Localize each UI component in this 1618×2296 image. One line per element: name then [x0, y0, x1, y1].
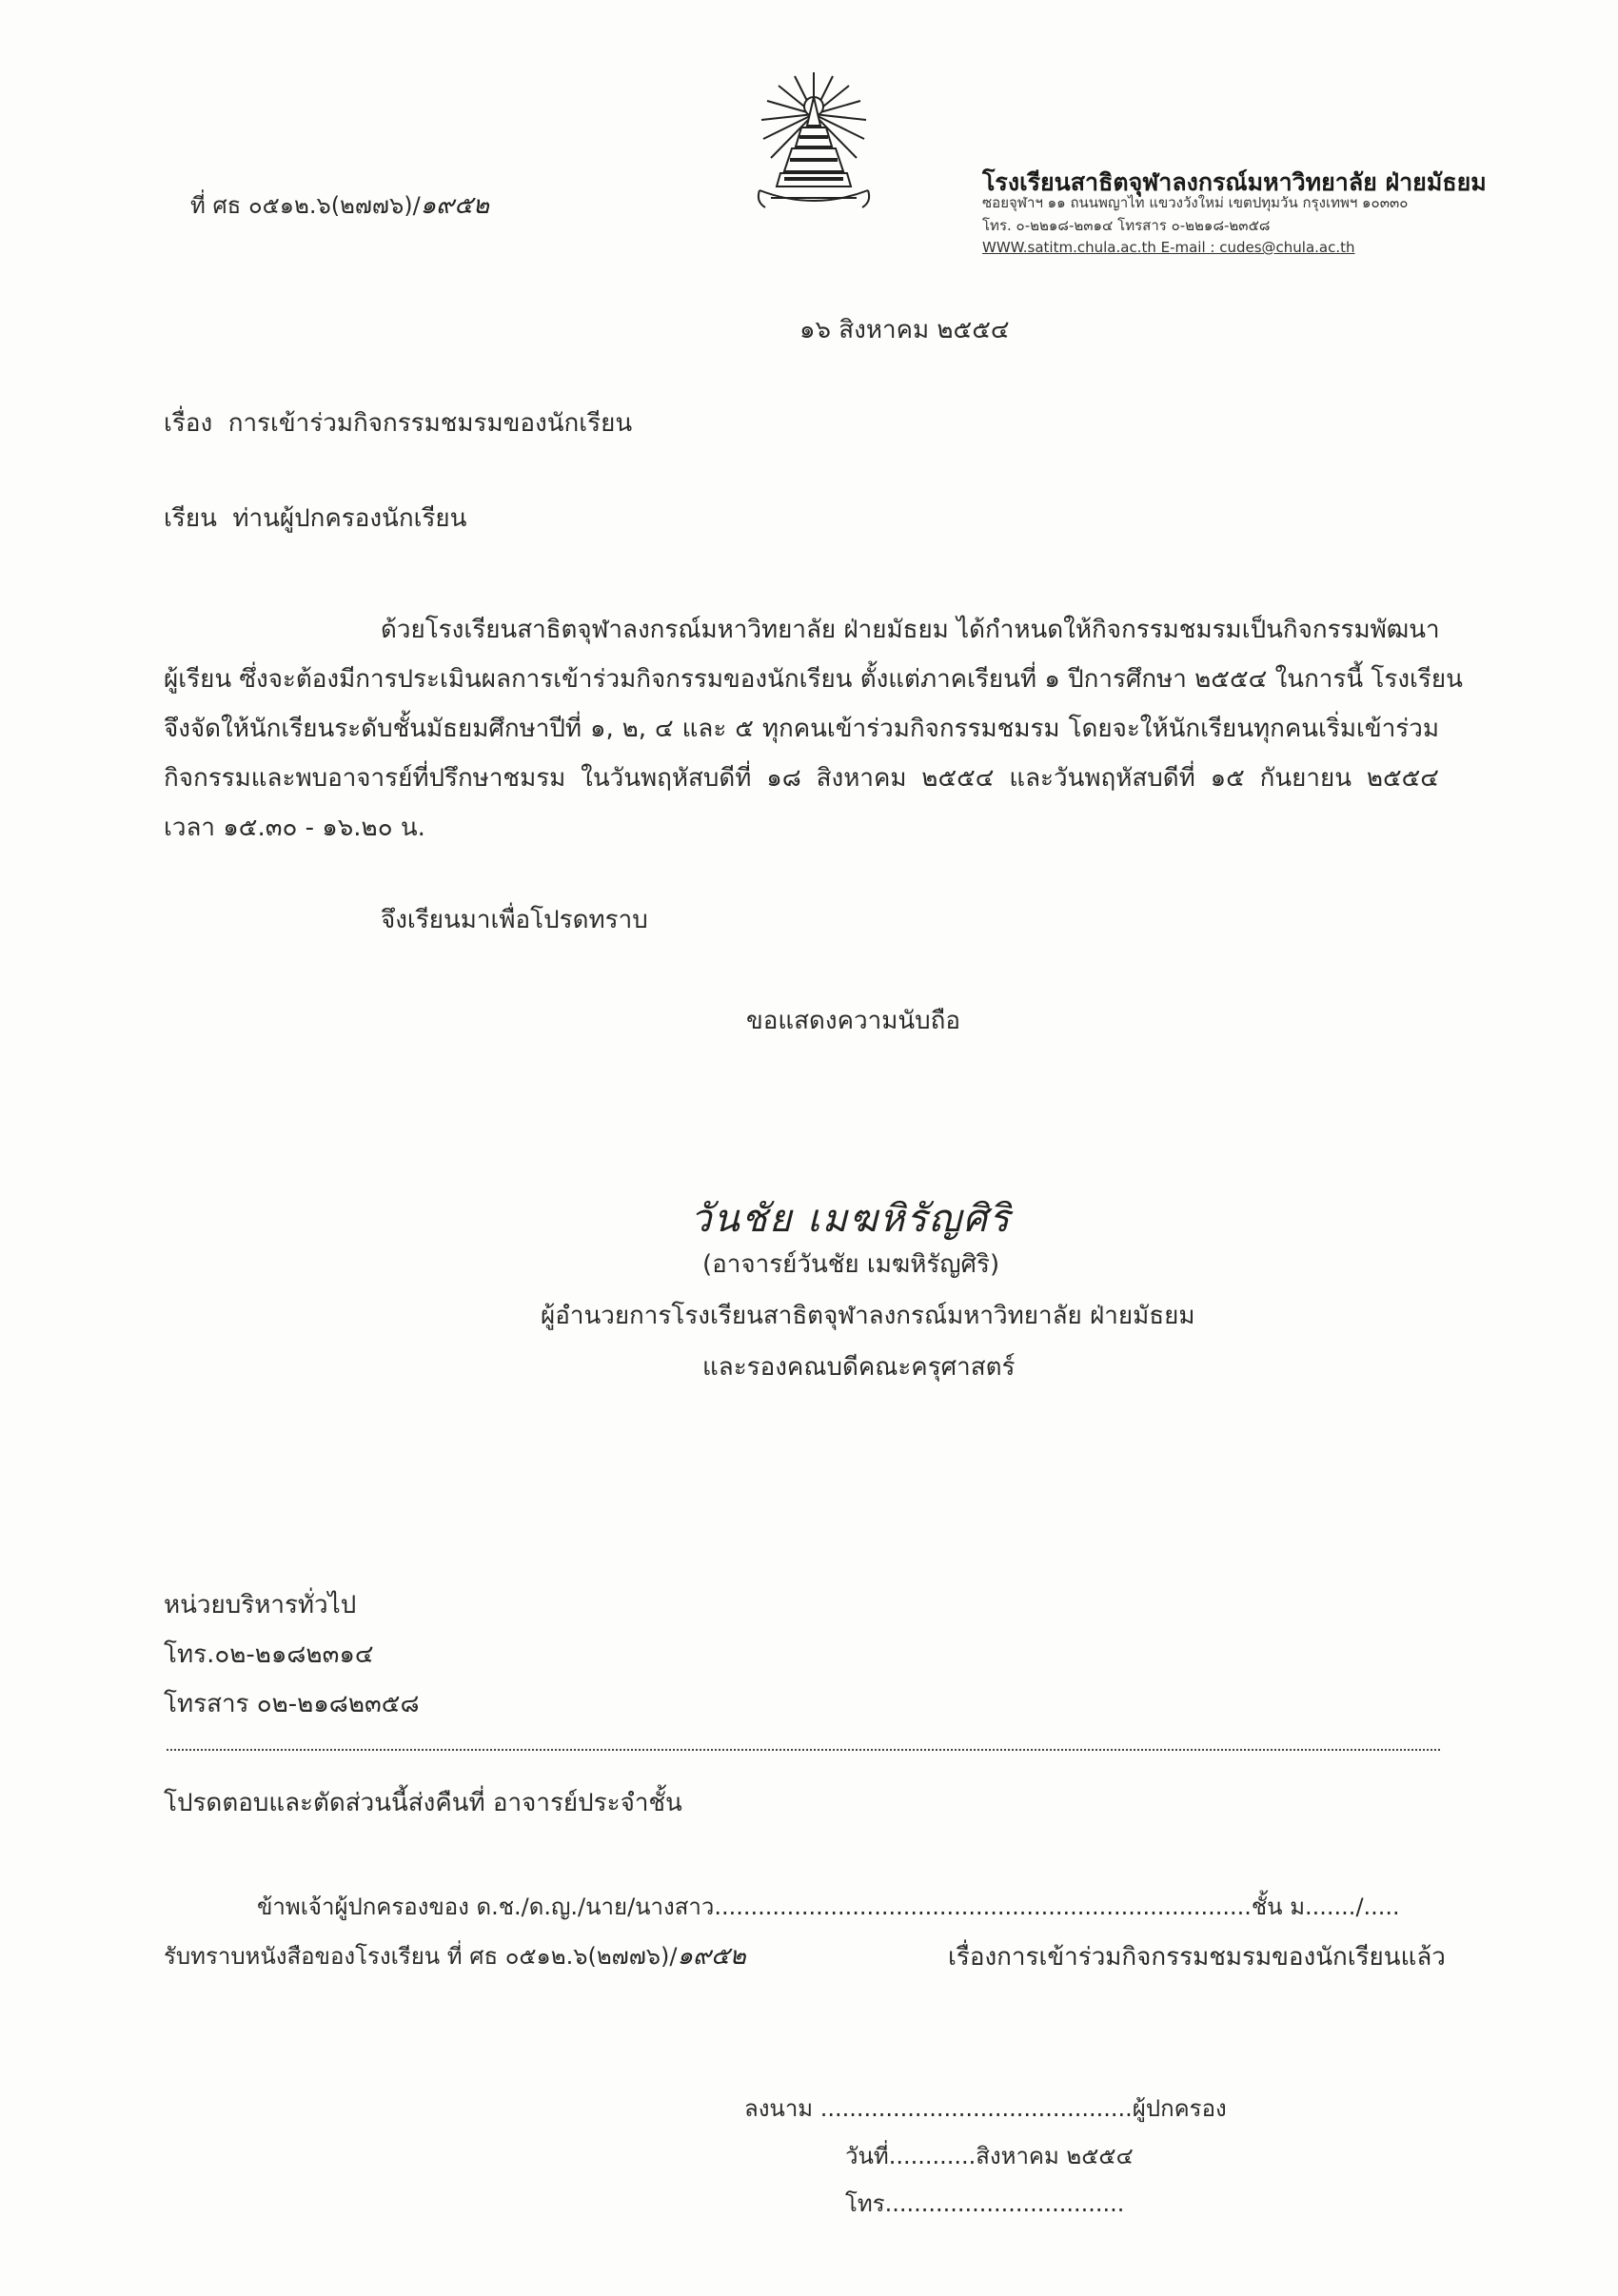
- body-line: กิจกรรมและพบอาจารย์ที่ปรึกษาชมรม ในวันพฤหัสบดีที่ ๑๘ สิงหาคม ๒๕๕๔ และวันพฤหัสบดีที่ ๑๕ กันยายน ๒๕๕๔: [164, 764, 1439, 793]
- reference-handwritten: ๑๙๕๒: [420, 191, 490, 220]
- reply-date-line: วันที่............สิงหาคม ๒๕๕๔: [845, 2143, 1134, 2169]
- signer-title-1: ผู้อำนวยการโรงเรียนสาธิตจุฬาลงกรณ์มหาวิทยาลัย ฝ่ายมัธยม: [541, 1302, 1195, 1330]
- subject-label: เรื่อง: [164, 409, 213, 438]
- school-name: โรงเรียนสาธิตจุฬาลงกรณ์มหาวิทยาลัย ฝ่ายมัธยม: [982, 168, 1487, 196]
- signer-title-2: และรองคณบดีคณะครุศาสตร์: [702, 1353, 1016, 1382]
- reply-ref-handwritten: ๑๙๕๒: [677, 1942, 746, 1971]
- reply-tel-line: โทร.................................: [845, 2190, 1125, 2217]
- phra-kiao-emblem-icon: [752, 69, 876, 221]
- reference-number: [190, 190, 489, 221]
- reply-line-2-right: เรื่องการเข้าร่วมกิจกรรมชมรมของนักเรียนแล้ว: [948, 1943, 1446, 1972]
- subject-line: [164, 407, 632, 440]
- school-address: ซอยจุฬาฯ ๑๑ ถนนพญาไท แขวงวังใหม่ เขตปทุมวัน กรุงเทพฯ ๑๐๓๓๐: [982, 194, 1409, 211]
- body-paragraph: [164, 605, 1463, 853]
- letter-date: ๑๖ สิงหาคม ๒๕๕๔: [799, 316, 1010, 344]
- regards: ขอแสดงความนับถือ: [746, 1007, 960, 1035]
- body-line: เวลา ๑๕.๓๐ - ๑๖.๒๐ น.: [164, 814, 425, 842]
- closing-line: จึงเรียนมาเพื่อโปรดทราบ: [381, 906, 648, 934]
- salutation-line: [164, 502, 466, 535]
- signer-name: (อาจารย์วันชัย เมฆหิรัญศิริ): [702, 1250, 1000, 1279]
- reply-line-2-left: [164, 1941, 746, 1972]
- signature: วันชัย เมฆหิรัญศิริ: [690, 1197, 1012, 1241]
- body-line: จึงจัดให้นักเรียนระดับชั้นมัธยมศึกษาปีที่ ๑, ๒, ๔ และ ๕ ทุกคนเข้าร่วมกิจกรรมชมรม โดยจะให้นักเรียนทุกคนเริ่มเข้าร่วม: [164, 715, 1439, 743]
- salutation-label: เรียน: [164, 504, 217, 533]
- reply-sign-line: ลงนาม ...........................................ผู้ปกครอง: [744, 2095, 1227, 2122]
- contact-unit: หน่วยบริหารทั่วไป: [164, 1591, 357, 1619]
- school-phone: โทร. ๐-๒๒๑๘-๒๓๑๔ โทรสาร ๐-๒๒๑๘-๒๓๕๘: [982, 217, 1271, 234]
- cut-line: [167, 1749, 1440, 1751]
- salutation-text: ท่านผู้ปกครองนักเรียน: [232, 504, 467, 533]
- reply-line-1: ข้าพเจ้าผู้ปกครองของ ด.ช./ด.ญ./นาย/นางสาว..........................................................................ชั้น ม......./.....: [257, 1894, 1400, 1920]
- contact-fax: โทรสาร ๐๒-๒๑๘๒๓๕๘: [164, 1690, 420, 1718]
- reply-ack-text: รับทราบหนังสือของโรงเรียน ที่ ศธ ๐๕๑๒.๖(๒๗๗๖)/: [164, 1943, 678, 1970]
- subject-text: การเข้าร่วมกิจกรรมชมรมของนักเรียน: [227, 409, 633, 438]
- body-line: ด้วยโรงเรียนสาธิตจุฬาลงกรณ์มหาวิทยาลัย ฝ่ายมัธยม ได้กำหนดให้กิจกรรมชมรมเป็นกิจกรรมพัฒนา: [381, 616, 1440, 644]
- reply-instruction: โปรดตอบและตัดส่วนนี้ส่งคืนที่ อาจารย์ประจำชั้น: [164, 1789, 682, 1817]
- reference-prefix: ที่ ศธ ๐๕๑๒.๖(๒๗๗๖)/: [190, 192, 421, 219]
- contact-tel: โทร.๐๒-๒๑๘๒๓๑๔: [164, 1640, 374, 1669]
- body-line: ผู้เรียน ซึ่งจะต้องมีการประเมินผลการเข้าร่วมกิจกรรมของนักเรียน ตั้งแต่ภาคเรียนที่ ๑ ปีการศึกษา ๒๕๕๔ ในการนี้ โรงเรียน: [164, 665, 1463, 694]
- school-web-email: WWW.satitm.chula.ac.th E-mail : cudes@chula.ac.th: [982, 239, 1355, 256]
